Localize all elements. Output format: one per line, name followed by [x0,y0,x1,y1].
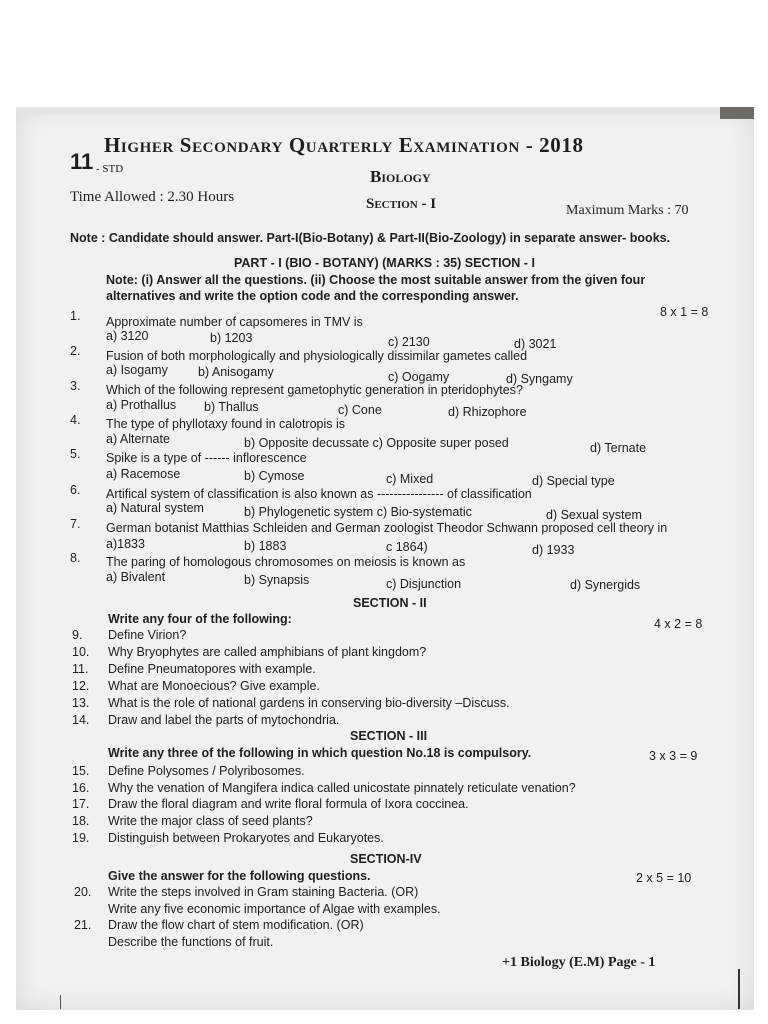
question-text: Spike is a type of ------ inflorescence [106,451,307,465]
question-text: Distinguish between Prokaryotes and Eukaryotes. [108,831,384,845]
option-a: a) Bivalent [106,570,166,584]
exam-title: Higher Secondary Quarterly Examination - 2018 [104,133,584,157]
question-number: 4. [70,413,81,427]
question-number: 1. [70,309,81,323]
option-d: d) Rhizophore [448,405,527,419]
question-text: Draw the floral diagram and write floral formula of Ixora coccinea. [108,797,469,811]
option-a: a) Isogamy [106,363,168,377]
exam-sheet [16,107,754,1010]
option-c: c) Oogamy [388,370,450,384]
option-a: a) Alternate [106,432,170,446]
section-one-heading: Section - I [366,196,437,212]
question-number: 19. [72,831,90,845]
background-corner [720,107,754,119]
option-a: a) Natural system [106,501,204,515]
section1-note-line1: Note: (i) Answer all the questions. (ii) Choose the most suitable answer from the given four [106,273,646,287]
option-b: b) Opposite decussate c) Opposite super posed [244,436,509,450]
option-d: d) Synergids [570,578,641,592]
option-d: d) 3021 [514,337,557,351]
option-b: b) 1883 [244,539,287,553]
section1-marks: 8 x 1 = 8 [660,305,709,319]
question-text: Define Polysomes / Polyribosomes. [108,764,305,778]
question-text: Approximate number of capsomeres in TMV is [106,315,363,329]
question-text: Write the major class of seed plants? [108,814,313,828]
question-number: 12. [72,679,90,693]
option-d: d) Syngamy [506,372,573,386]
section4-marks: 2 x 5 = 10 [636,871,692,885]
question-number: 14. [72,713,90,727]
option-d: d) Special type [532,474,615,488]
section2-instruction: Write any four of the following: [108,612,292,626]
subject-title: Biology [370,167,431,186]
time-allowed: Time Allowed : 2.30 Hours [70,189,235,205]
option-d: d) Sexual system [546,508,642,522]
section1-note-line2: alternatives and write the option code and the corresponding answer. [106,289,519,303]
question-number: 18. [72,814,90,828]
option-c: c) Cone [338,403,382,417]
question-text: Artifical system of classification is also known as ---------------- of classification [106,487,532,501]
option-c: c) 2130 [388,335,430,349]
section2-marks: 4 x 2 = 8 [654,617,703,631]
std-number: 11 [70,149,94,174]
margin-mark [60,995,61,1009]
question-number: 17. [72,797,90,811]
section-two-heading: SECTION - II [353,596,427,610]
question-number: 2. [70,344,81,358]
option-b: b) Thallus [204,400,259,414]
question-text: Define Pneumatopores with example. [108,662,316,676]
question-number: 21. [74,918,92,932]
question-text-alternative: Describe the functions of fruit. [108,935,274,949]
std-label: - STD [96,163,124,175]
question-text: The paring of homologous chromosomes on meiosis is known as [106,555,466,569]
question-number: 15. [72,764,90,778]
section-four-heading: SECTION-IV [350,852,422,866]
question-number: 20. [74,885,92,899]
question-text: Fusion of both morphologically and physiologically dissimilar gametes called [106,349,528,363]
question-number: 13. [72,696,90,710]
question-text: Draw and label the parts of mytochondria. [108,713,340,727]
option-a: a) Prothallus [106,398,177,412]
maximum-marks: Maximum Marks : 70 [566,203,689,218]
question-text: What are Monoecious? Give example. [108,679,320,693]
question-text: Write the steps involved in Gram staining Bacteria. (OR) [108,885,419,899]
question-number: 8. [70,551,81,565]
question-text: Define Virion? [108,628,187,642]
option-b: b) Synapsis [244,573,310,587]
question-text: German botanist Matthias Schleiden and German zoologist Theodor Schwann proposed cell theory in [106,521,668,535]
option-b: b) Cymose [244,469,305,483]
question-text: Draw the flow chart of stem modification. (OR) [108,918,364,932]
option-b: b) 1203 [210,331,253,345]
option-d: d) Ternate [590,441,647,455]
option-a: a)1833 [106,537,145,551]
question-number: 9. [72,628,83,642]
option-c: c) Disjunction [386,577,462,591]
section4-instruction: Give the answer for the following questions. [108,869,371,883]
question-text: Why the venation of Mangifera indica called unicostate pinnately reticulate venation? [108,781,576,795]
section-three-heading: SECTION - III [350,729,428,743]
question-number: 16. [72,781,90,795]
question-number: 11. [72,662,89,676]
margin-mark [738,969,740,1009]
page-footer: +1 Biology (E.M) Page - 1 [502,955,656,970]
section3-instruction: Write any three of the following in which question No.18 is compulsory. [108,746,532,760]
question-text: Which of the following represent gametophytic generation in pteridophytes? [106,383,523,397]
question-number: 6. [70,483,81,497]
question-number: 10. [72,645,90,659]
question-number: 5. [70,447,81,461]
option-a: a) 3120 [106,329,149,343]
option-a: a) Racemose [106,467,181,481]
option-c: c) Mixed [386,472,434,486]
part-heading: PART - I (BIO - BOTANY) (MARKS : 35) SECTION - I [234,256,535,270]
question-number: 3. [70,379,81,393]
general-note: Note : Candidate should answer. Part-I(Bio-Botany) & Part-II(Bio-Zoology) in separate answer- books. [70,231,671,245]
question-text-alternative: Write any five economic importance of Algae with examples. [108,902,441,916]
section3-marks: 3 x 3 = 9 [649,749,698,763]
question-text: Why Bryophytes are called amphibians of plant kingdom? [108,645,427,659]
option-c: c 1864) [386,540,428,554]
question-number: 7. [70,517,81,531]
question-text: What is the role of national gardens in conserving bio-diversity –Discuss. [108,696,510,710]
option-d: d) 1933 [532,543,575,557]
question-text: The type of phyllotaxy found in calotropis is [106,417,346,431]
option-b: b) Anisogamy [198,365,274,379]
option-b: b) Phylogenetic system c) Bio-systematic [244,505,472,519]
paper-top-edge [16,107,754,115]
